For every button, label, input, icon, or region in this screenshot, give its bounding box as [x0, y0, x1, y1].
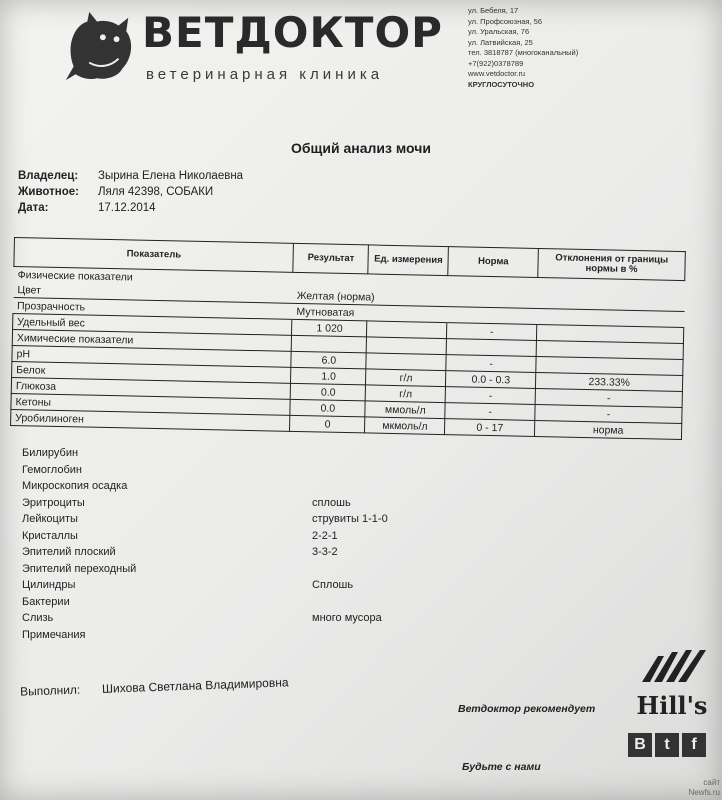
- list-item: [22, 546, 338, 563]
- header-parameter: Показатель: [14, 238, 294, 273]
- row-norm: -: [447, 323, 537, 341]
- item-label: Слизь: [22, 612, 54, 624]
- watermark: [688, 778, 720, 798]
- row-unit: мкмоль/л: [365, 417, 445, 435]
- row-parameter: pH: [12, 345, 292, 367]
- header-result: Результат: [293, 243, 369, 274]
- list-item: [22, 447, 136, 464]
- animal-label: Животное:: [18, 186, 79, 198]
- section-label: Физические показатели: [17, 268, 133, 283]
- row-unit: [367, 321, 447, 339]
- address-line: ул. Латвийская, 25: [468, 37, 533, 47]
- cat-logo-icon: [60, 8, 138, 86]
- hills-logo-text: Hill's: [636, 691, 708, 720]
- section-label: Химические показатели: [12, 329, 292, 351]
- row-parameter: Глюкоза: [11, 377, 291, 399]
- list-item: [22, 629, 136, 646]
- row-unit: г/л: [366, 385, 446, 403]
- tail-results: [22, 447, 388, 645]
- header-norm: Норма: [448, 247, 538, 278]
- item-value: 3-3-2: [312, 546, 338, 558]
- row-parameter: Удельный вес: [13, 313, 293, 335]
- date-value: 17.12.2014: [98, 202, 156, 214]
- row-result: Мутноватая: [292, 303, 447, 322]
- row-norm: -: [445, 403, 535, 421]
- item-label: Билирубин: [22, 447, 79, 459]
- item-label: Гемоглобин: [22, 463, 82, 476]
- owner-label: Владелец:: [18, 170, 79, 182]
- clinic-tagline: ветеринарная клиника: [146, 66, 384, 83]
- phone-line: +7(922)0378789: [468, 58, 524, 68]
- animal-value: Ляля 42398, СОБАКИ: [98, 186, 214, 198]
- list-item: [22, 513, 388, 530]
- recommends-text: Ветдоктор рекомендует: [458, 703, 596, 715]
- website-line: www.vetdoctor.ru: [468, 69, 526, 78]
- list-item: [22, 596, 136, 613]
- row-parameter: Кетоны: [11, 393, 291, 415]
- item-value: 2-2-1: [312, 529, 338, 542]
- phone-line: тел. 3818787 (многоканальный): [468, 48, 579, 57]
- item-value: Сплошь: [312, 579, 354, 591]
- watermark-line: сайт: [703, 778, 720, 787]
- item-label: Лейкоциты: [22, 513, 78, 525]
- row-norm: -: [446, 355, 536, 373]
- row-result: 1.0: [291, 367, 366, 385]
- item-label: Цилиндры: [22, 579, 76, 591]
- row-unit: ммоль/л: [365, 401, 445, 419]
- join-us-text: Будьте с нами: [462, 761, 541, 773]
- list-item: [22, 579, 354, 596]
- item-label: Кристаллы: [22, 529, 78, 542]
- row-result: 1 020: [292, 319, 367, 337]
- item-label: Эпителий переходный: [22, 562, 137, 575]
- row-result: Желтая (норма): [296, 289, 375, 304]
- row-unit: [366, 353, 446, 371]
- list-item: [22, 563, 136, 580]
- header-unit: Ед. измерения: [368, 245, 449, 276]
- vk-icon[interactable]: B: [628, 733, 652, 757]
- row-parameter: Цвет: [17, 283, 42, 297]
- row-parameter: Белок: [12, 361, 292, 383]
- row-norm: 0.0 - 0.3: [446, 371, 536, 389]
- row-result: 0.0: [290, 399, 365, 417]
- row-result: 0: [290, 415, 365, 433]
- list-item: [22, 480, 136, 497]
- item-label: Эритроциты: [22, 496, 85, 509]
- clinic-addresses: [468, 6, 628, 90]
- item-label: Примечания: [22, 628, 86, 641]
- header-deviation: Отклонения от границы нормы в %: [538, 248, 685, 280]
- performer-name: Шихова Светлана Владимировна: [101, 675, 289, 696]
- list-item: [22, 529, 338, 547]
- row-parameter: Прозрачность: [13, 297, 293, 319]
- row-norm: -: [445, 387, 535, 405]
- row-deviation: 233.33%: [536, 372, 683, 391]
- performer-line: [20, 675, 289, 698]
- date-label: Дата:: [18, 202, 49, 214]
- item-label: Микроскопия осадка: [22, 480, 128, 492]
- document-title: Общий анализ мочи: [291, 140, 431, 156]
- row-deviation: -: [535, 388, 682, 407]
- item-value: струвиты 1-1-0: [312, 513, 388, 525]
- address-line: ул. Профсоюзная, 56: [468, 16, 542, 26]
- item-value: сплошь: [312, 496, 351, 509]
- item-label: Эпителий плоский: [22, 546, 116, 558]
- address-line: ул. Уральская, 76: [468, 27, 530, 36]
- facebook-icon[interactable]: f: [682, 733, 706, 757]
- row-unit: г/л: [366, 369, 446, 387]
- performer-label: Выполнил:: [19, 682, 81, 699]
- address-line: ул. Бебеля, 17: [468, 6, 519, 15]
- twitter-icon[interactable]: t: [655, 733, 679, 757]
- item-label: Бактерии: [22, 595, 70, 608]
- list-item: [22, 612, 382, 629]
- patient-meta: [18, 168, 243, 216]
- clinic-brand-name: ВЕТДОКТОР: [142, 8, 443, 57]
- hills-logo-icon: [628, 648, 714, 726]
- list-item: [22, 496, 351, 514]
- watermark-line: Newfs.ru: [688, 788, 720, 797]
- row-result: 6.0: [291, 351, 366, 369]
- row-norm: 0 - 17: [445, 419, 535, 437]
- list-item: [22, 464, 136, 481]
- owner-value: Зырина Елена Николаевна: [98, 170, 244, 182]
- social-links: [628, 733, 706, 757]
- row-result: 0.0: [291, 383, 366, 401]
- item-value: много мусора: [312, 612, 382, 624]
- clinic-logo: [60, 6, 443, 96]
- row-deviation: -: [535, 404, 682, 423]
- row-deviation: норма: [535, 420, 682, 439]
- results-table: [10, 237, 686, 440]
- row-parameter: Уробилиноген: [11, 409, 291, 431]
- hours-line: КРУГЛОСУТОЧНО: [468, 79, 535, 89]
